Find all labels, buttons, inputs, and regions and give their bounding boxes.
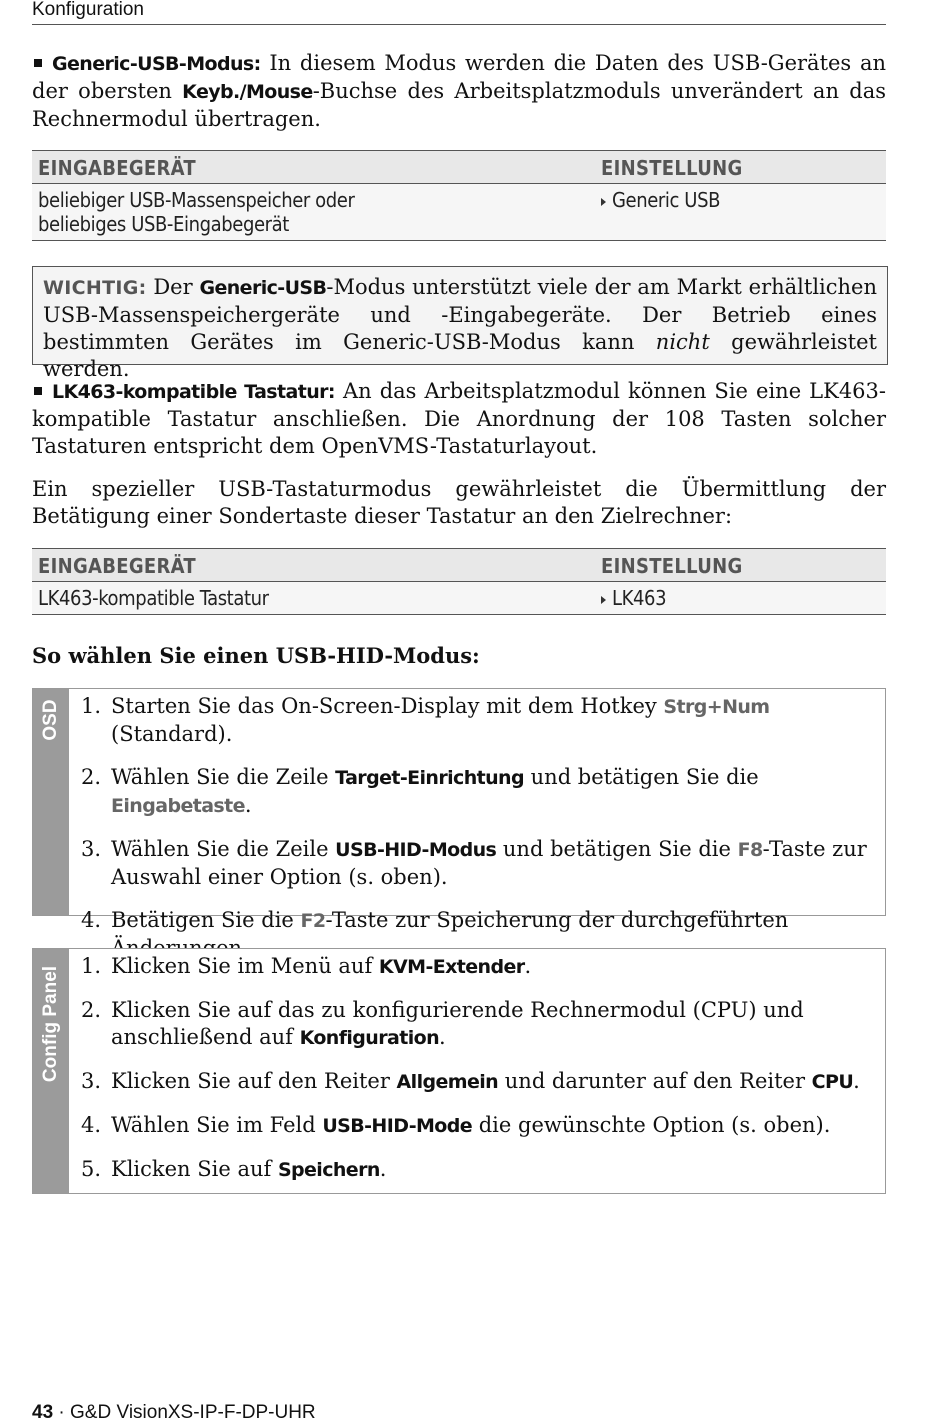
hotkey-strg-num: Strg+Num	[663, 696, 770, 718]
triangle-right-icon	[601, 198, 606, 206]
list-item: 1. Starten Sie das On-Screen-Display mit dem Hotkey Strg+Num (Standard).	[81, 694, 770, 746]
section-heading: So wählen Sie einen USB-HID-Modus:	[32, 643, 480, 668]
bullet-icon	[34, 387, 42, 395]
osd-side-label: OSD	[40, 699, 61, 741]
list-item: 3. Klicken Sie auf den Reiter Allgemein und darunter auf den Reiter CPU.	[81, 1069, 860, 1093]
list-item: 4. Betätigen Sie die F2-Taste zur Speicherung der durchgeführten	[81, 908, 789, 932]
osd-side-tab	[33, 689, 69, 915]
paragraph-lk463: LK463-kompatible Tastatur: An das Arbeitsplatzmodul können Sie eine LK463-kompatible Tastatur anschließen. Die Anordnung der 108 Tasten solcher Tastaturen entspricht dem OpenVMS-Tastaturlayout.	[32, 379, 886, 458]
product-name: G&D VisionXS-IP-F-DP-UHR	[70, 1402, 316, 1423]
keyword-keyb-mouse: Keyb./Mouse	[182, 81, 313, 103]
table-cell-device: beliebiger USB-Massenspeicher oder beliebiges USB-Eingabegerät	[32, 184, 595, 241]
table-header-device: EINGABEGERÄT	[32, 151, 595, 184]
config-panel-steps-box	[32, 948, 886, 1194]
paragraph-generic-usb: Generic-USB-Modus: In diesem Modus werden die Daten des USB-Gerätes an der obersten Keyb./Mouse-Buchse des Arbeitsplatzmoduls unverändert an das Rechnermodul übertragen.	[32, 51, 886, 131]
settings-table-lk463	[32, 548, 886, 615]
note-label: WICHTIG:	[43, 277, 147, 299]
table-header-setting: EINSTELLUNG	[595, 151, 886, 184]
osd-steps-box	[32, 688, 886, 932]
list-item: 2. Klicken Sie auf das zu konfigurierende Rechnermodul (CPU) und anschließend auf Konfiguration.	[81, 998, 804, 1049]
table-cell-setting: LK463	[595, 582, 886, 615]
table-cell-device: LK463-kompatible Tastatur	[32, 582, 595, 615]
osd-step-list	[33, 689, 885, 962]
table-row	[32, 582, 886, 615]
list-item: 4. Wählen Sie im Feld USB-HID-Mode die gewünschte Option (s. oben).	[81, 1113, 831, 1137]
config-panel-side-label: Config Panel	[40, 965, 61, 1083]
config-panel-side-tab	[33, 949, 69, 1193]
important-note: WICHTIG: Der Generic-USB-Modus unterstützt viele der am Markt erhältlichen USB-Massenspeichergeräte und -Eingabegeräte. Der Betrieb eines bestimmten Gerätes im Generic-USB-Modus kann nicht gewährleistet werden.	[32, 266, 888, 365]
page-footer: 43 · G&D VisionXS-IP-F-DP-UHR	[32, 1402, 316, 1423]
running-header: Konfiguration	[32, 0, 886, 25]
triangle-right-icon	[601, 596, 606, 604]
table-cell-setting: Generic USB	[595, 184, 886, 241]
list-item: 1. Klicken Sie im Menü auf KVM-Extender.	[81, 954, 532, 978]
settings-table-generic	[32, 150, 886, 241]
config-step-list	[33, 949, 885, 1184]
paragraph-keyboard-mode: Ein spezieller USB-Tastaturmodus gewährleistet die Übermittlung der Betätigung einer Sondertaste dieser Tastatur an den Zielrechner:	[32, 477, 886, 528]
list-item: 5. Klicken Sie auf Speichern.	[81, 1157, 387, 1181]
table-header-setting: EINSTELLUNG	[595, 549, 886, 582]
page-number: 43	[32, 1402, 54, 1423]
term-lk463: LK463-kompatible Tastatur:	[52, 381, 335, 403]
list-item: 2. Wählen Sie die Zeile Target-Einrichtung und betätigen Sie die Eingabetaste.	[81, 765, 759, 817]
bullet-icon	[34, 59, 42, 67]
list-item: 3. Wählen Sie die Zeile USB-HID-Modus und betätigen Sie die F8-Taste zur Auswahl einer Option (s. oben).	[81, 837, 867, 889]
table-row	[32, 184, 886, 241]
term-generic-usb: Generic-USB-Modus:	[52, 53, 261, 75]
table-header-device: EINGABEGERÄT	[32, 549, 595, 582]
